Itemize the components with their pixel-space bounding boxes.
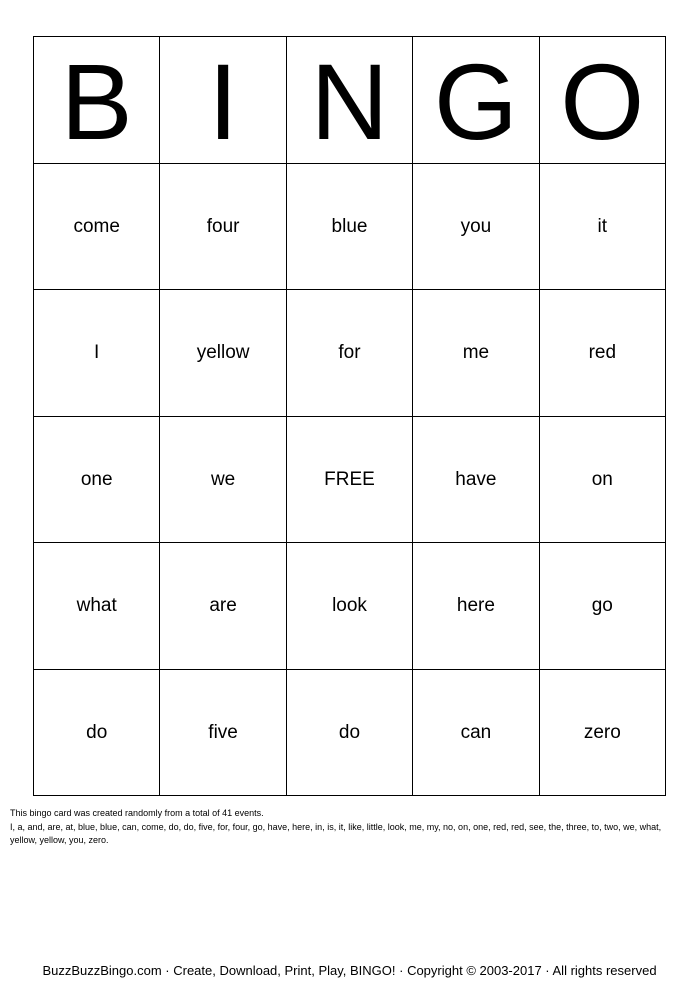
bingo-cell: you xyxy=(413,164,539,291)
bingo-cell: look xyxy=(287,543,413,670)
footer-text: · Create, Download, Print, Play, BINGO! · Copyright © 2003-2017 · All rights reserved xyxy=(161,963,657,978)
bingo-cell: it xyxy=(540,164,666,291)
site-link[interactable]: BuzzBuzzBingo.com xyxy=(42,963,162,978)
bingo-cell: do xyxy=(34,670,160,797)
header-letter-i: I xyxy=(160,37,286,164)
bingo-cell: can xyxy=(413,670,539,797)
bingo-cell: I xyxy=(34,290,160,417)
footnote-intro: This bingo card was created randomly from a total of 41 events. xyxy=(10,808,264,818)
footnote-events-list: I, a, and, are, at, blue, blue, can, come, do, do, five, for, four, go, have, here, in, is, it, like, little, look, me, my, no, on, one, red, red, see, the, three, to, two, we, what, yellow, yellow, you, zero. xyxy=(10,821,662,845)
bingo-cell: come xyxy=(34,164,160,291)
card-footnote xyxy=(10,807,690,848)
bingo-cell: five xyxy=(160,670,286,797)
bingo-cell: go xyxy=(540,543,666,670)
header-letter-b: B xyxy=(34,37,160,164)
bingo-cell: yellow xyxy=(160,290,286,417)
bingo-cell: four xyxy=(160,164,286,291)
page-footer xyxy=(0,963,699,978)
free-space-cell: FREE xyxy=(287,417,413,544)
bingo-cell: red xyxy=(540,290,666,417)
header-letter-o: O xyxy=(540,37,666,164)
bingo-cell: on xyxy=(540,417,666,544)
header-letter-g: G xyxy=(413,37,539,164)
bingo-cell: are xyxy=(160,543,286,670)
bingo-cell: what xyxy=(34,543,160,670)
bingo-cell: for xyxy=(287,290,413,417)
bingo-cell: blue xyxy=(287,164,413,291)
bingo-cell: have xyxy=(413,417,539,544)
bingo-cell: me xyxy=(413,290,539,417)
bingo-cell: one xyxy=(34,417,160,544)
bingo-cell: do xyxy=(287,670,413,797)
bingo-cell: here xyxy=(413,543,539,670)
bingo-cell: zero xyxy=(540,670,666,797)
bingo-card xyxy=(33,36,666,796)
header-letter-n: N xyxy=(287,37,413,164)
bingo-cell: we xyxy=(160,417,286,544)
